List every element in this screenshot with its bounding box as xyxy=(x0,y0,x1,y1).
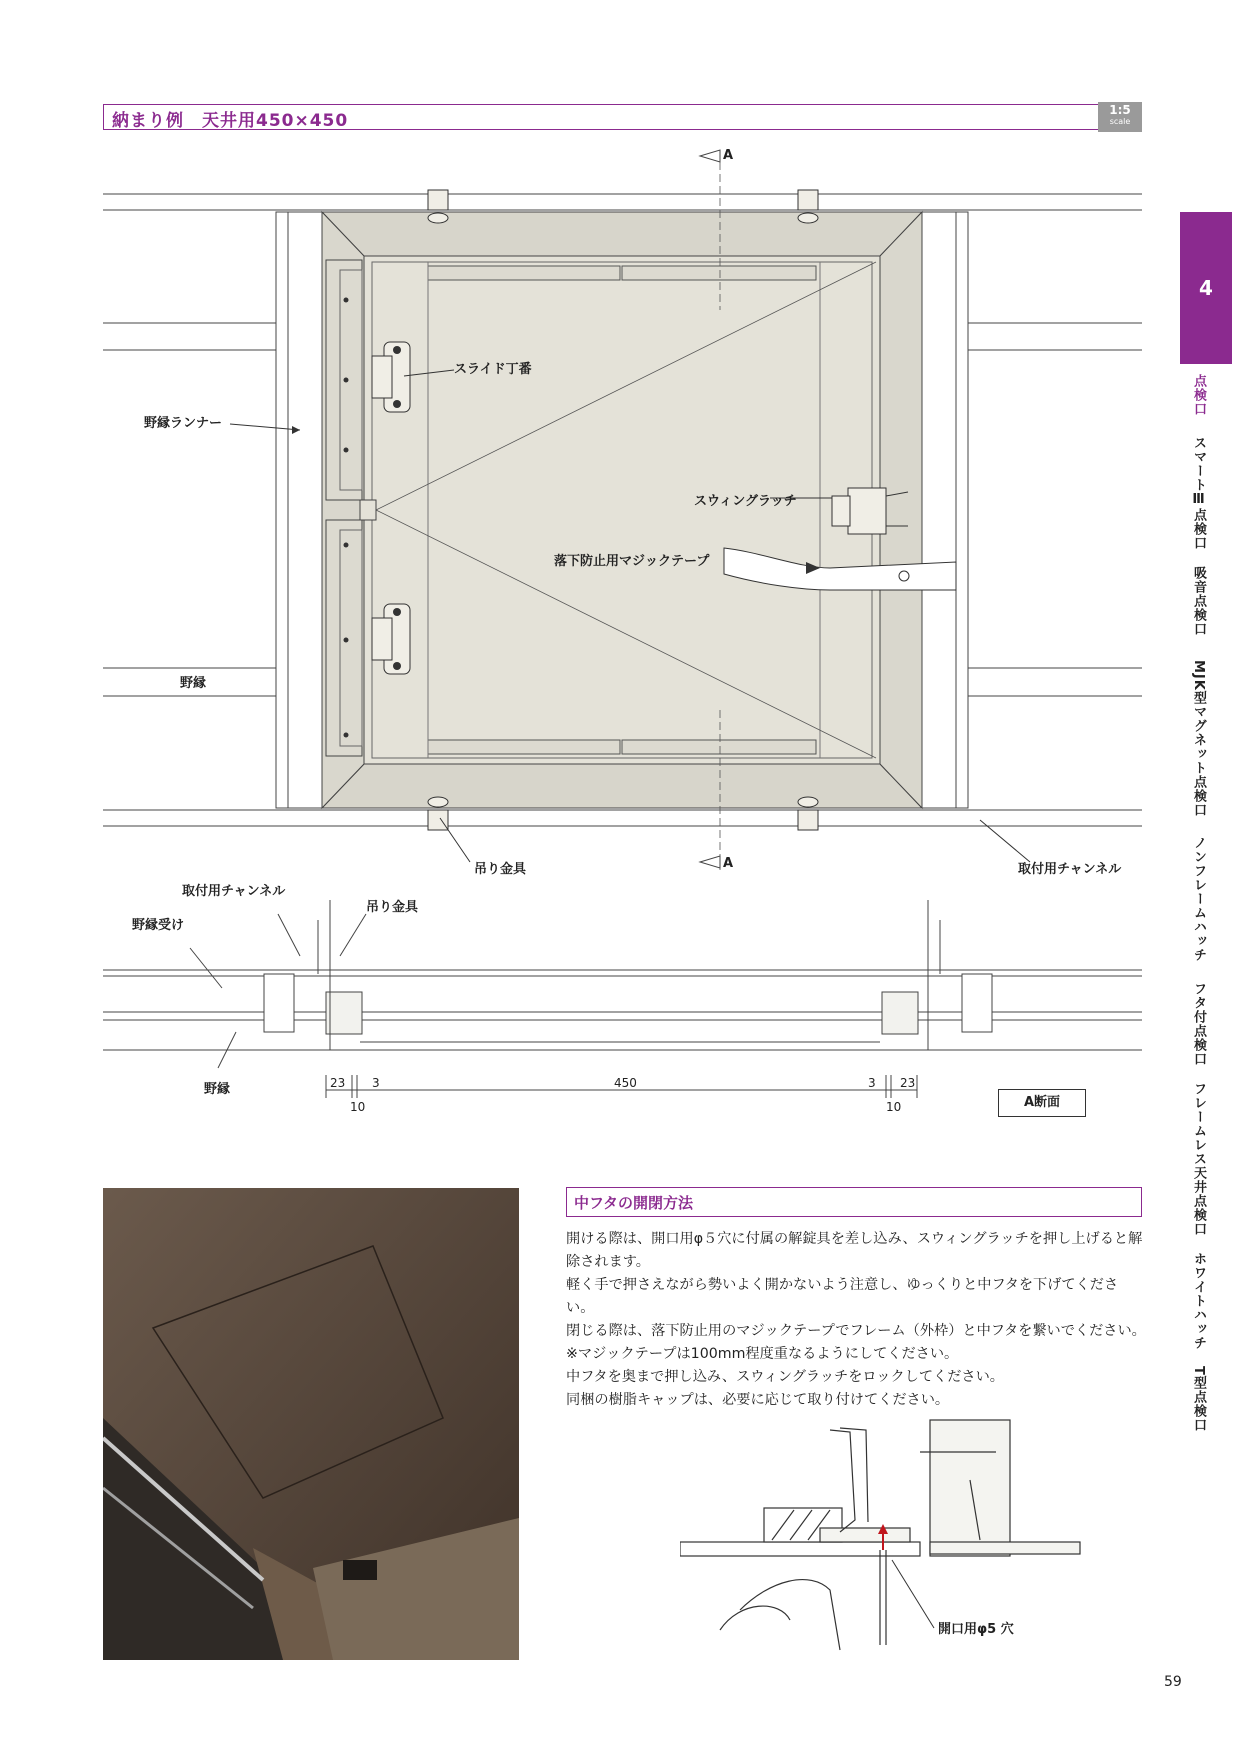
label-furring: 野縁 xyxy=(180,676,207,691)
label-hanger: 吊り金具 xyxy=(474,862,527,877)
label-mount-channel: 取付用チャンネル xyxy=(1018,862,1122,877)
page-number: 59 xyxy=(1164,1674,1182,1690)
method-text xyxy=(566,1228,1146,1412)
section-title: A断面 xyxy=(998,1089,1086,1117)
scale-ratio: 1:5 xyxy=(1109,103,1131,117)
sidebar-item-whitehatch[interactable]: ホワイトハッチ xyxy=(1191,1252,1206,1350)
section-mark-bottom: A xyxy=(723,856,734,871)
dim-3-right: 3 xyxy=(868,1076,876,1090)
label-opening-hole: 開口用φ5 穴 xyxy=(938,1622,1014,1637)
method-para-2: 軽く手で押さえながら勢いよく開かないよう注意し、ゆっくりと中フタを下げてください。 xyxy=(566,1277,1119,1316)
method-para-1: 開ける際は、開口用φ５穴に付属の解錠具を差し込み、スウィングラッチを押し上げると解除されます。 xyxy=(566,1231,1143,1270)
sidebar-item-frameless[interactable]: フレームレス天井点検口 xyxy=(1191,1082,1206,1236)
sidebar-item-acoustic[interactable]: 吸音点検口 xyxy=(1191,566,1206,636)
chapter-number: 4 xyxy=(1199,276,1213,300)
sidebar-item-mjk[interactable]: MJK型マグネット点検口 xyxy=(1191,660,1206,817)
latch-detail-drawing xyxy=(680,1400,1140,1660)
dim-3-left: 3 xyxy=(372,1076,380,1090)
label-section-hanger: 吊り金具 xyxy=(366,900,419,915)
scale-word: scale xyxy=(1109,117,1131,126)
ceiling-photo xyxy=(103,1188,519,1660)
sidebar-item-nonframe[interactable]: ノンフレームハッチ xyxy=(1191,836,1206,962)
section-mark-top: A xyxy=(723,148,734,163)
dim-10-right: 10 xyxy=(886,1100,902,1114)
label-swing-latch: スウィングラッチ xyxy=(694,494,797,509)
sidebar-item-ttype[interactable]: T型点検口 xyxy=(1191,1366,1206,1432)
sidebar-item-lidded[interactable]: フタ付点検口 xyxy=(1191,982,1206,1066)
label-furring-receiver: 野縁受け xyxy=(132,918,185,933)
dim-23-right: 23 xyxy=(900,1076,916,1090)
page-title: 納まり例 天井用450×450 xyxy=(112,111,349,131)
method-title: 中フタの開閉方法 xyxy=(574,1194,693,1212)
method-para-6: 同梱の樹脂キャップは、必要に応じて取り付けてください。 xyxy=(566,1392,950,1408)
method-para-4: ※マジックテープは100mm程度重なるようにしてください。 xyxy=(566,1346,959,1362)
method-para-5: 中フタを奥まで押し込み、スウィングラッチをロックしてください。 xyxy=(566,1369,1004,1385)
method-para-3: 閉じる際は、落下防止用のマジックテープでフレーム（外枠）と中フタを繋いでください。 xyxy=(566,1323,1146,1339)
dim-10-left: 10 xyxy=(350,1100,366,1114)
label-section-channel: 取付用チャンネル xyxy=(182,884,286,899)
label-runner: 野縁ランナー xyxy=(144,416,223,431)
label-magic-tape: 落下防止用マジックテープ xyxy=(554,554,710,569)
dim-23-left: 23 xyxy=(330,1076,346,1090)
sidebar-item-smart3[interactable]: スマートⅢ点検口 xyxy=(1191,436,1206,550)
sidebar-item-inspection[interactable]: 点検口 xyxy=(1191,374,1206,416)
label-slide-hinge: スライド丁番 xyxy=(454,362,532,377)
dim-450: 450 xyxy=(614,1076,637,1090)
label-section-furring: 野縁 xyxy=(204,1082,231,1097)
